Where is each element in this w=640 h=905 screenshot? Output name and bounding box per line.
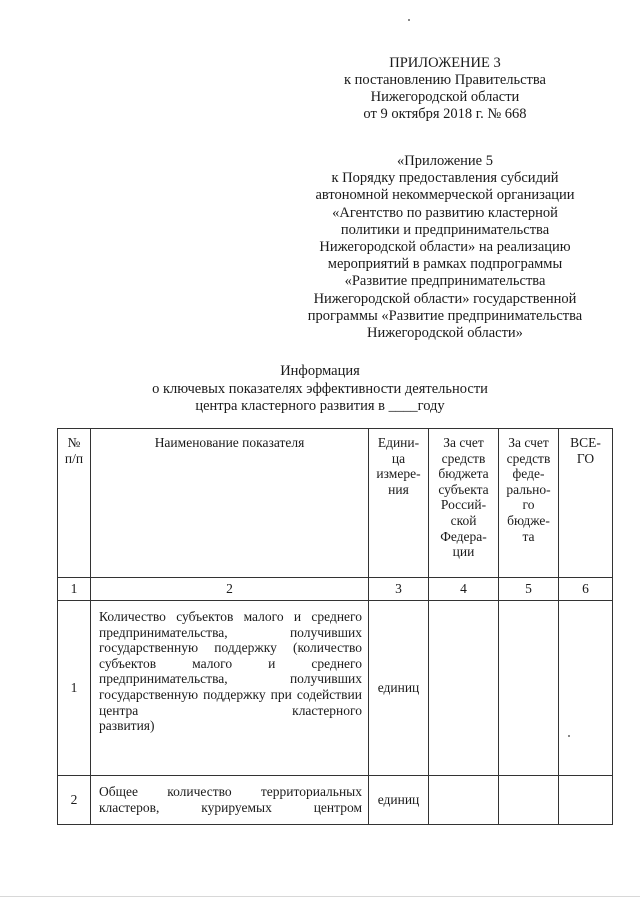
total-cell — [559, 776, 613, 825]
table-row — [58, 601, 613, 776]
order-line: мероприятий в рамках подпрограммы — [327, 256, 563, 273]
table-header-row — [58, 429, 613, 578]
table-row — [58, 776, 613, 825]
order-reference — [270, 153, 620, 342]
info-title: Информация — [280, 363, 360, 379]
order-line: «Развитие предпринимательства — [344, 273, 546, 290]
scan-edge — [0, 896, 640, 897]
column-number: 6 — [559, 578, 613, 601]
regional-budget-cell — [429, 601, 499, 776]
order-line: автономной некоммерческой организации — [315, 187, 575, 204]
order-line: Нижегородской области» — [367, 325, 523, 342]
order-line: «Приложение 5 — [397, 153, 493, 169]
column-number: 5 — [499, 578, 559, 601]
appendix-header — [300, 55, 590, 123]
row-number: 1 — [58, 601, 91, 776]
indicator-name: Общее количество территориальных кластеров, курируемых центром — [91, 776, 369, 825]
info-line: о ключевых показателях эффективности деятельности — [152, 380, 488, 397]
scan-speck — [568, 735, 570, 737]
appendix-line: Нижегородской области — [370, 89, 520, 105]
column-number-row — [58, 578, 613, 601]
appendix-line: к постановлению Правительства — [344, 72, 546, 88]
header-num: № п/п — [58, 429, 91, 578]
column-number: 4 — [429, 578, 499, 601]
appendix-title: ПРИЛОЖЕНИЕ 3 — [389, 55, 501, 71]
column-number: 2 — [91, 578, 369, 601]
total-cell — [559, 601, 613, 776]
indicators-table — [57, 428, 613, 825]
order-line: к Порядку предоставления субсидий — [331, 170, 559, 187]
header-total: ВСЕ- ГО — [559, 429, 613, 578]
order-line: политики и предпринимательства — [340, 221, 550, 238]
regional-budget-cell — [429, 776, 499, 825]
order-line: «Агентство по развитию кластерной — [332, 204, 558, 221]
appendix-line: от 9 октября 2018 г. № 668 — [363, 106, 527, 122]
scan-speck — [408, 19, 410, 21]
order-line: Нижегородской области» государственной — [313, 290, 577, 307]
indicator-name: Количество субъектов малого и среднего предпринимательства, получивших государственную поддержку (количество субъектов малого и среднего предпринимательства, получивших государственную поддержку при содействии центра кластерного развития) — [91, 601, 369, 776]
row-number: 2 — [58, 776, 91, 825]
order-line: Нижегородской области» на реализацию — [319, 239, 571, 256]
header-regional-budget: За счет средств бюджета субъекта Россий- ской Федера- ции — [429, 429, 499, 578]
info-line: центра кластерного развития в ____году — [195, 398, 445, 414]
federal-budget-cell — [499, 776, 559, 825]
column-number: 1 — [58, 578, 91, 601]
column-number: 3 — [369, 578, 429, 601]
header-unit: Едини- ца измере- ния — [369, 429, 429, 578]
header-federal-budget: За счет средств феде- рально- го бюдже- та — [499, 429, 559, 578]
federal-budget-cell — [499, 601, 559, 776]
info-heading — [90, 363, 550, 416]
unit-cell: единиц — [369, 601, 429, 776]
order-line: программы «Развитие предпринимательства — [307, 307, 583, 324]
header-name: Наименование показателя — [91, 429, 369, 578]
unit-cell: единиц — [369, 776, 429, 825]
